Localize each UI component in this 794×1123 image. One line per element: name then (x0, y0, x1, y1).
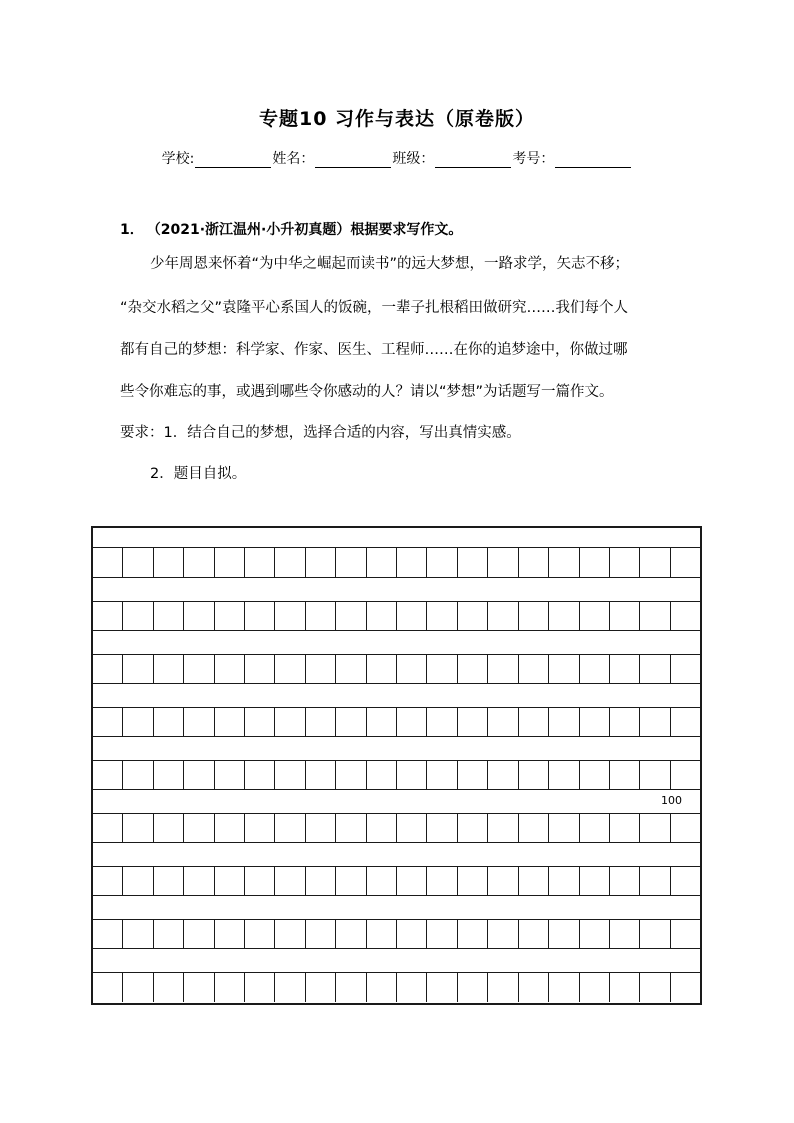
grid-cell[interactable] (427, 919, 457, 949)
grid-cell[interactable] (275, 548, 305, 578)
grid-cell[interactable] (519, 601, 549, 631)
grid-cell[interactable] (458, 866, 488, 896)
grid-cell[interactable] (336, 919, 366, 949)
grid-cell[interactable] (306, 601, 336, 631)
grid-cell[interactable] (184, 707, 214, 737)
grid-cell[interactable] (610, 813, 640, 843)
grid-cell[interactable] (671, 813, 700, 843)
grid-cell[interactable] (123, 760, 153, 790)
grid-cell[interactable] (215, 548, 245, 578)
grid-spacer-band (93, 736, 700, 761)
grid-cell[interactable] (93, 707, 123, 737)
grid-cell[interactable] (275, 707, 305, 737)
grid-cell[interactable] (640, 654, 670, 684)
grid-cell[interactable] (245, 654, 275, 684)
grid-cell[interactable] (671, 919, 700, 949)
grid-cell[interactable] (275, 654, 305, 684)
grid-cell[interactable] (336, 760, 366, 790)
grid-cell[interactable] (671, 866, 700, 896)
grid-cell[interactable] (154, 919, 184, 949)
grid-cell[interactable] (458, 760, 488, 790)
grid-cell[interactable] (215, 919, 245, 949)
grid-cell[interactable] (306, 548, 336, 578)
grid-row (93, 866, 700, 896)
grid-cell[interactable] (458, 548, 488, 578)
grid-cell[interactable] (488, 654, 518, 684)
prompt-line: 都有自己的梦想：科学家、作家、医生、工程师……在你的追梦途中，你做过哪 (120, 342, 628, 358)
grid-cell[interactable] (519, 866, 549, 896)
grid-row (93, 813, 700, 843)
student-info-line (0, 148, 794, 168)
grid-cell[interactable] (488, 866, 518, 896)
grid-cell[interactable] (245, 760, 275, 790)
grid-cell[interactable] (367, 760, 397, 790)
grid-cell[interactable] (215, 813, 245, 843)
grid-cell[interactable] (519, 919, 549, 949)
grid-cell[interactable] (245, 548, 275, 578)
question-source: （2021·浙江温州·小升初真题）根据要求写作文。 (153, 222, 463, 238)
grid-cell[interactable] (610, 654, 640, 684)
grid-cell[interactable] (154, 972, 184, 1002)
grid-cell[interactable] (275, 601, 305, 631)
grid-cell[interactable] (336, 548, 366, 578)
grid-cell[interactable] (580, 866, 610, 896)
requirement-1: 要求：1．结合自己的梦想，选择合适的内容，写出真情实感。 (120, 425, 521, 441)
grid-cell[interactable] (367, 813, 397, 843)
grid-cell[interactable] (580, 760, 610, 790)
exam-number-field[interactable] (555, 153, 631, 168)
grid-cell[interactable] (215, 654, 245, 684)
grid-cell[interactable] (184, 760, 214, 790)
grid-cell[interactable] (275, 813, 305, 843)
grid-cell[interactable] (519, 654, 549, 684)
grid-cell[interactable] (549, 866, 579, 896)
grid-cell[interactable] (306, 919, 336, 949)
grid-row (93, 601, 700, 631)
grid-cell[interactable] (184, 866, 214, 896)
school-label: 学校: (161, 151, 195, 167)
grid-cell[interactable] (397, 601, 427, 631)
grid-spacer-band (93, 789, 700, 814)
grid-cell[interactable] (336, 813, 366, 843)
grid-cell[interactable] (488, 813, 518, 843)
grid-cell[interactable] (275, 760, 305, 790)
grid-cell[interactable] (336, 654, 366, 684)
question-heading (120, 219, 462, 239)
grid-row (93, 760, 700, 790)
grid-cell[interactable] (488, 601, 518, 631)
class-label: 班级： (392, 151, 435, 167)
grid-cell[interactable] (123, 972, 153, 1002)
grid-cell[interactable] (367, 972, 397, 1002)
grid-cell[interactable] (215, 866, 245, 896)
grid-cell[interactable] (367, 548, 397, 578)
grid-cell[interactable] (367, 866, 397, 896)
grid-cell[interactable] (610, 919, 640, 949)
grid-cell[interactable] (154, 707, 184, 737)
grid-cell[interactable] (275, 919, 305, 949)
grid-cell[interactable] (549, 919, 579, 949)
grid-cell[interactable] (640, 972, 670, 1002)
grid-cell[interactable] (215, 707, 245, 737)
grid-cell[interactable] (580, 707, 610, 737)
grid-cell[interactable] (427, 760, 457, 790)
grid-cell[interactable] (336, 866, 366, 896)
name-field[interactable] (315, 153, 391, 168)
grid-cell[interactable] (427, 548, 457, 578)
grid-cell[interactable] (610, 601, 640, 631)
grid-cell[interactable] (93, 813, 123, 843)
grid-spacer-band (93, 842, 700, 867)
grid-cell[interactable] (458, 654, 488, 684)
grid-cell[interactable] (549, 707, 579, 737)
grid-cell[interactable] (245, 601, 275, 631)
grid-cell[interactable] (610, 707, 640, 737)
grid-cell[interactable] (671, 601, 700, 631)
grid-spacer-band (93, 630, 700, 655)
grid-cell[interactable] (306, 654, 336, 684)
grid-cell[interactable] (580, 654, 610, 684)
grid-cell[interactable] (640, 866, 670, 896)
grid-cell[interactable] (458, 707, 488, 737)
grid-cell[interactable] (549, 760, 579, 790)
grid-cell[interactable] (610, 972, 640, 1002)
grid-cell[interactable] (488, 972, 518, 1002)
question-number: 1． (120, 222, 144, 238)
grid-cell[interactable] (397, 919, 427, 949)
requirement-2: 2．题目自拟。 (150, 466, 247, 482)
grid-cell[interactable] (671, 760, 700, 790)
grid-cell[interactable] (580, 972, 610, 1002)
grid-spacer-band (93, 895, 700, 920)
grid-cell[interactable] (154, 760, 184, 790)
grid-cell[interactable] (93, 601, 123, 631)
grid-row (93, 654, 700, 684)
grid-cell[interactable] (519, 760, 549, 790)
grid-cell[interactable] (184, 919, 214, 949)
grid-cell[interactable] (549, 813, 579, 843)
grid-cell[interactable] (336, 972, 366, 1002)
grid-cell[interactable] (336, 707, 366, 737)
grid-cell[interactable] (580, 919, 610, 949)
grid-cell[interactable] (640, 919, 670, 949)
grid-top-band (93, 528, 700, 548)
grid-cell[interactable] (640, 601, 670, 631)
grid-cell[interactable] (610, 760, 640, 790)
grid-cell[interactable] (549, 601, 579, 631)
prompt-line: “杂交水稻之父”袁隆平心系国人的饭碗，一辈子扎根稻田做研究……我们每个人 (120, 300, 629, 316)
grid-cell[interactable] (123, 707, 153, 737)
grid-cell[interactable] (427, 866, 457, 896)
name-label: 姓名： (272, 151, 315, 167)
document-title: 专题10 习作与表达（原卷版） (258, 108, 536, 130)
grid-cell[interactable] (245, 707, 275, 737)
grid-cell[interactable] (367, 707, 397, 737)
school-field[interactable] (195, 153, 271, 168)
grid-cell[interactable] (93, 548, 123, 578)
grid-cell[interactable] (154, 866, 184, 896)
grid-cell[interactable] (488, 919, 518, 949)
grid-cell[interactable] (367, 601, 397, 631)
grid-cell[interactable] (306, 866, 336, 896)
grid-cell[interactable] (519, 548, 549, 578)
grid-cell[interactable] (397, 707, 427, 737)
grid-cell[interactable] (671, 707, 700, 737)
grid-cell[interactable] (580, 813, 610, 843)
writing-grid[interactable] (91, 526, 702, 1005)
grid-spacer-band (93, 948, 700, 973)
grid-cell[interactable] (397, 972, 427, 1002)
grid-cell[interactable] (123, 654, 153, 684)
grid-cell[interactable] (306, 972, 336, 1002)
grid-cell[interactable] (154, 601, 184, 631)
grid-cell[interactable] (580, 548, 610, 578)
grid-cell[interactable] (549, 654, 579, 684)
grid-cell[interactable] (245, 813, 275, 843)
grid-cell[interactable] (367, 654, 397, 684)
grid-row (93, 707, 700, 737)
grid-cell[interactable] (336, 601, 366, 631)
grid-cell[interactable] (427, 972, 457, 1002)
grid-cell[interactable] (549, 548, 579, 578)
grid-cell[interactable] (154, 654, 184, 684)
grid-cell[interactable] (458, 813, 488, 843)
grid-cell[interactable] (458, 972, 488, 1002)
grid-cell[interactable] (640, 760, 670, 790)
prompt-line: 少年周恩来怀着“为中华之崛起而读书”的远大梦想，一路求学，矢志不移； (150, 256, 630, 272)
grid-cell[interactable] (306, 760, 336, 790)
grid-cell[interactable] (184, 601, 214, 631)
grid-cell[interactable] (245, 866, 275, 896)
grid-cell[interactable] (215, 601, 245, 631)
grid-cell[interactable] (488, 760, 518, 790)
grid-cell[interactable] (549, 972, 579, 1002)
grid-cell[interactable] (519, 707, 549, 737)
grid-cell[interactable] (519, 813, 549, 843)
grid-cell[interactable] (123, 601, 153, 631)
grid-cell[interactable] (640, 813, 670, 843)
grid-spacer-band (93, 683, 700, 708)
grid-cell[interactable] (397, 654, 427, 684)
grid-cell[interactable] (245, 972, 275, 1002)
grid-cell[interactable] (427, 601, 457, 631)
grid-cell[interactable] (640, 707, 670, 737)
grid-cell[interactable] (123, 548, 153, 578)
prompt-line: 些令你难忘的事，或遇到哪些令你感动的人？请以“梦想”为话题写一篇作文。 (120, 384, 614, 400)
grid-cell[interactable] (93, 654, 123, 684)
grid-cell[interactable] (367, 919, 397, 949)
grid-cell[interactable] (458, 601, 488, 631)
grid-cell[interactable] (427, 707, 457, 737)
grid-cell[interactable] (427, 813, 457, 843)
grid-cell[interactable] (93, 866, 123, 896)
grid-cell[interactable] (610, 548, 640, 578)
grid-row (93, 972, 700, 1002)
grid-cell[interactable] (184, 548, 214, 578)
grid-cell[interactable] (93, 972, 123, 1002)
grid-cell[interactable] (397, 548, 427, 578)
grid-cell[interactable] (427, 654, 457, 684)
grid-cell[interactable] (215, 972, 245, 1002)
grid-cell[interactable] (184, 813, 214, 843)
grid-cell[interactable] (93, 760, 123, 790)
grid-cell[interactable] (306, 707, 336, 737)
grid-spacer-band (93, 577, 700, 602)
grid-cell[interactable] (397, 760, 427, 790)
grid-cell[interactable] (275, 866, 305, 896)
grid-cell[interactable] (184, 654, 214, 684)
grid-cell[interactable] (458, 919, 488, 949)
grid-row (93, 548, 700, 578)
exam-number-label: 考号： (512, 151, 555, 167)
grid-cell[interactable] (93, 919, 123, 949)
grid-cell[interactable] (154, 548, 184, 578)
grid-cell[interactable] (671, 972, 700, 1002)
class-field[interactable] (435, 153, 511, 168)
grid-cell[interactable] (580, 601, 610, 631)
grid-cell[interactable] (519, 972, 549, 1002)
grid-cell[interactable] (123, 813, 153, 843)
grid-cell[interactable] (215, 760, 245, 790)
grid-cell[interactable] (397, 813, 427, 843)
grid-cell[interactable] (397, 866, 427, 896)
grid-row (93, 919, 700, 949)
grid-cell[interactable] (671, 548, 700, 578)
word-count-marker: 100 (661, 794, 682, 807)
grid-cell[interactable] (488, 707, 518, 737)
grid-cell[interactable] (671, 654, 700, 684)
grid-cell[interactable] (123, 866, 153, 896)
grid-cell[interactable] (184, 972, 214, 1002)
grid-cell[interactable] (245, 919, 275, 949)
grid-cell[interactable] (610, 866, 640, 896)
grid-cell[interactable] (640, 548, 670, 578)
grid-cell[interactable] (275, 972, 305, 1002)
grid-cell[interactable] (488, 548, 518, 578)
grid-cell[interactable] (154, 813, 184, 843)
grid-cell[interactable] (306, 813, 336, 843)
grid-cell[interactable] (123, 919, 153, 949)
